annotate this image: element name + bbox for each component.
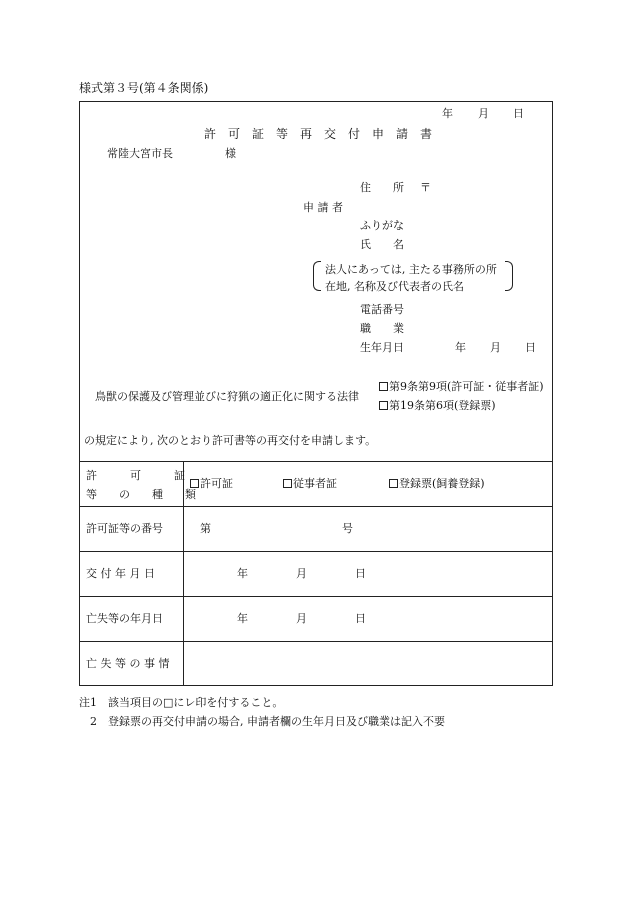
law-option-2[interactable] <box>379 400 496 411</box>
corp-note-line1: 法人にあっては, 主たる事務所の所 <box>325 263 497 276</box>
checkbox-icon <box>190 479 199 488</box>
row3-day: 日 <box>355 567 366 580</box>
date-year-label: 年 <box>442 107 453 120</box>
law-option-1-label: 第9条第9項(許可証・従事者証) <box>389 380 544 393</box>
applicant-label: 申 請 者 <box>303 201 343 214</box>
furigana-label: ふりがな <box>360 219 404 232</box>
type-option-registration-label: 登録票(飼養登録) <box>399 477 485 490</box>
row4-day: 日 <box>355 612 366 625</box>
row2-label: 許可証等の番号 <box>86 522 163 535</box>
row3-label: 交 付 年 月 日 <box>86 567 155 580</box>
phone-label: 電話番号 <box>360 303 404 316</box>
type-option-worker-label: 従事者証 <box>293 477 337 490</box>
checkbox-icon <box>379 401 388 410</box>
postal-mark: 〒 <box>420 181 431 194</box>
birth-year-label: 年 <box>455 341 466 354</box>
row2-prefix: 第 <box>200 522 211 535</box>
addressee-mayor: 常陸大宮市長 <box>107 147 173 160</box>
row4-month: 月 <box>296 612 307 625</box>
birth-day-label: 日 <box>525 341 536 354</box>
row1-label-line1: 許 可 証 <box>86 469 185 482</box>
type-option-worker[interactable] <box>283 478 337 489</box>
law-option-1[interactable] <box>379 381 544 392</box>
row2-suffix: 号 <box>342 522 353 535</box>
birth-label: 生年月日 <box>360 341 404 354</box>
type-option-permit-label: 許可証 <box>200 477 233 490</box>
row1-label-line2: 等 の 種 類 <box>86 488 196 501</box>
checkbox-icon <box>379 382 388 391</box>
checkbox-icon <box>283 479 292 488</box>
address-label: 住 所 <box>360 181 404 194</box>
form-number: 様式第３号(第４条関係) <box>79 81 209 95</box>
date-month-label: 月 <box>478 107 489 120</box>
table-top-line <box>79 461 553 462</box>
table-row-line <box>79 641 553 642</box>
bracket-right <box>505 261 513 291</box>
checkbox-icon <box>389 479 398 488</box>
row4-year: 年 <box>237 612 248 625</box>
note-1: 注1 該当項目の□にレ印を付すること。 <box>79 696 284 709</box>
page-title: 許 可 証 等 再 交 付 申 請 書 <box>204 127 433 141</box>
law-text: 鳥獣の保護及び管理並びに狩猟の適正化に関する法律 <box>95 390 359 403</box>
row3-year: 年 <box>237 567 248 580</box>
type-option-registration[interactable] <box>389 478 485 489</box>
date-day-label: 日 <box>513 107 524 120</box>
corp-note-line2: 在地, 名称及び代表者の氏名 <box>325 280 464 293</box>
row5-label: 亡 失 等 の 事 情 <box>86 657 170 670</box>
occupation-label: 職 業 <box>360 322 404 335</box>
note-2: 2 登録票の再交付申請の場合, 申請者欄の生年月日及び職業は記入不要 <box>90 715 445 728</box>
row4-label: 亡失等の年月日 <box>86 612 163 625</box>
table-row-line <box>79 596 553 597</box>
row3-month: 月 <box>296 567 307 580</box>
addressee-honorific: 様 <box>225 147 236 160</box>
table-row-line <box>79 551 553 552</box>
table-row-line <box>79 506 553 507</box>
bracket-left <box>313 261 321 291</box>
request-text: の規定により, 次のとおり許可書等の再交付を申請します。 <box>84 434 377 447</box>
type-option-permit[interactable] <box>190 478 233 489</box>
law-option-2-label: 第19条第6項(登録票) <box>389 399 496 412</box>
name-label: 氏 名 <box>360 238 404 251</box>
birth-month-label: 月 <box>490 341 501 354</box>
